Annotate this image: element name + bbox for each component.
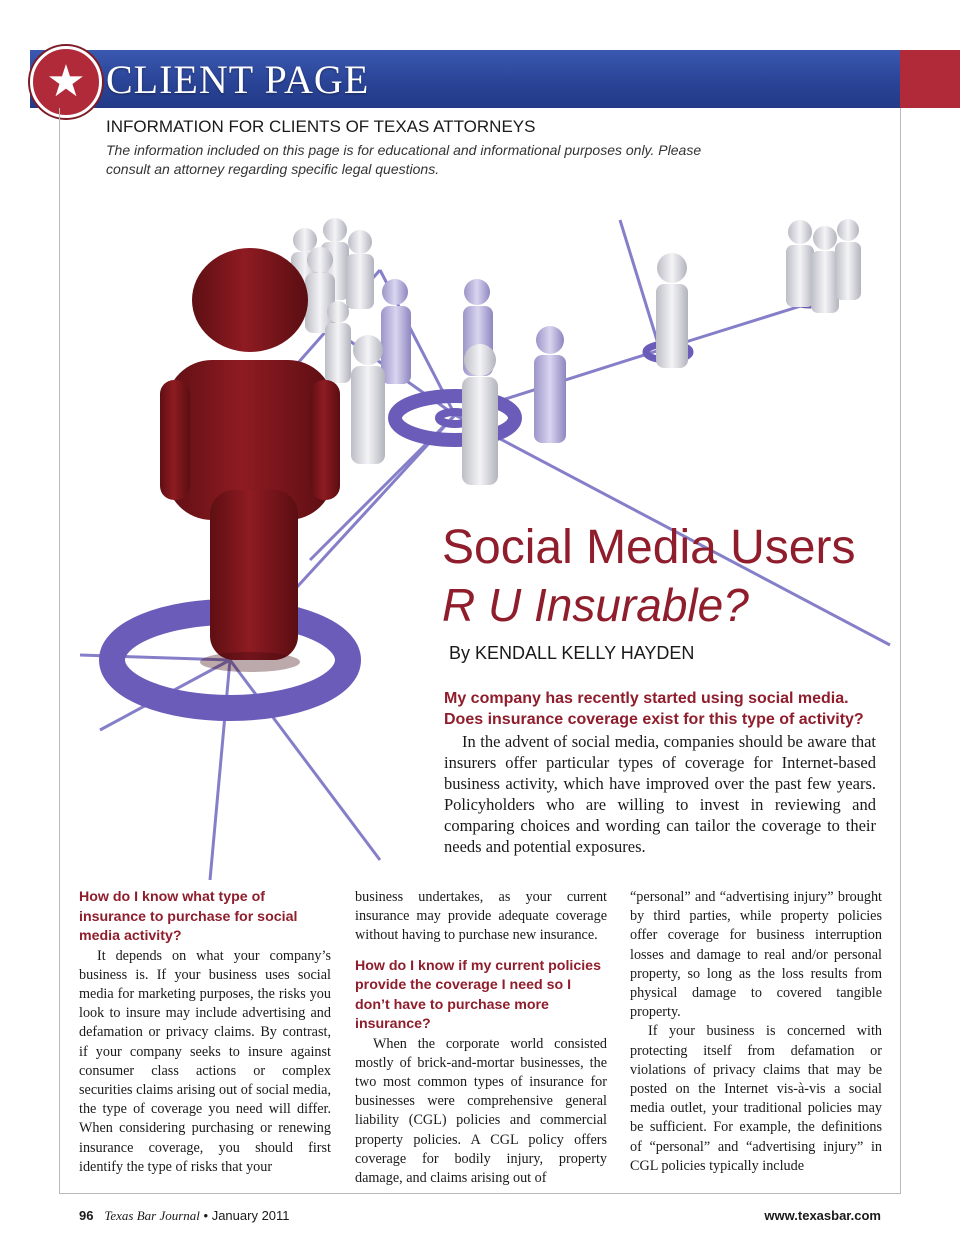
frame-border-right <box>900 108 901 1193</box>
texas-star-seal <box>30 46 102 118</box>
column-2 <box>355 888 607 1188</box>
website-link[interactable]: www.texasbar.com <box>764 1208 881 1223</box>
column-1-body: It depends on what your company’s business is. If your business uses social media for marketing purposes, the risks you look to insure may include advertising and defamation or privacy claims. By contrast, if your company seeks to insure against consumer class actions or complex securities claims arising out of social media, the type of coverage you need will differ. When considering purchasing or renewing insurance coverage, you should first identify the type of risks that your <box>79 947 331 1175</box>
info-heading: INFORMATION FOR CLIENTS OF TEXAS ATTORNEYS <box>106 117 536 136</box>
column-2-body-top: business undertakes, as your current insurance may provide adequate coverage without having to purchase new insurance. <box>355 889 607 944</box>
column-2-body: When the corporate world consisted mostly of brick-and-mortar businesses, the two most common types of insurance for businesses were comprehensive general liability (CGL) policies and commercial property policies. A CGL policy offers coverage for bodily injury, property damage, and claims arising out of <box>355 1035 607 1187</box>
lead-answer: In the advent of social media, companies should be aware that insurers offer particular types of coverage for Internet-based business activity, which have improved over the past few years. Policyholders who are willing to invest in reviewing and comparing choices and wording can tailor the coverage to their needs and potential exposures. <box>444 732 876 856</box>
header-accent-bar <box>900 50 960 108</box>
page-number: 96 <box>79 1208 94 1223</box>
frame-border-bottom <box>59 1193 901 1194</box>
journal-name: Texas Bar Journal <box>104 1208 200 1223</box>
column-3-body: If your business is concerned with protecting itself from defamation or violations of privacy claims that may be posted on the Internet vis-à-vis a social media outlet, your traditional policies may be sufficient. For example, the definitions of “personal” and “advertising injury” in CGL policies typically include <box>630 1023 882 1174</box>
question-heading-2: How do I know if my current policies provide the coverage I need so I don’t have to purchase more insurance? <box>355 957 601 1033</box>
article-title: Social Media Users <box>442 521 856 574</box>
column-1 <box>79 888 331 1177</box>
footer-separator: • <box>203 1208 209 1223</box>
star-icon: ★ <box>46 56 86 107</box>
question-heading-1: How do I know what type of insurance to purchase for social media activity? <box>79 889 298 944</box>
lead-question: My company has recently started using social media. Does insurance coverage exist for this type of activity? <box>444 690 864 728</box>
page-section-title: CLIENT PAGE <box>106 57 370 102</box>
byline: By KENDALL KELLY HAYDEN <box>449 643 695 663</box>
column-3 <box>630 888 882 1176</box>
footer-folio <box>79 1208 290 1224</box>
article-subtitle: R U Insurable? <box>442 579 749 631</box>
disclaimer-note: The information included on this page is for educational and informational purposes only. Please consult an attorney regarding specific legal questions. <box>106 142 702 177</box>
column-3-body-top: “personal” and “advertising injury” brought by third parties, while property policies offer coverage for business interruption losses and damage to real and/or personal property, so long as the loss results from physical damage to covered tangible property. <box>630 889 882 1021</box>
issue-date: January 2011 <box>211 1208 290 1223</box>
